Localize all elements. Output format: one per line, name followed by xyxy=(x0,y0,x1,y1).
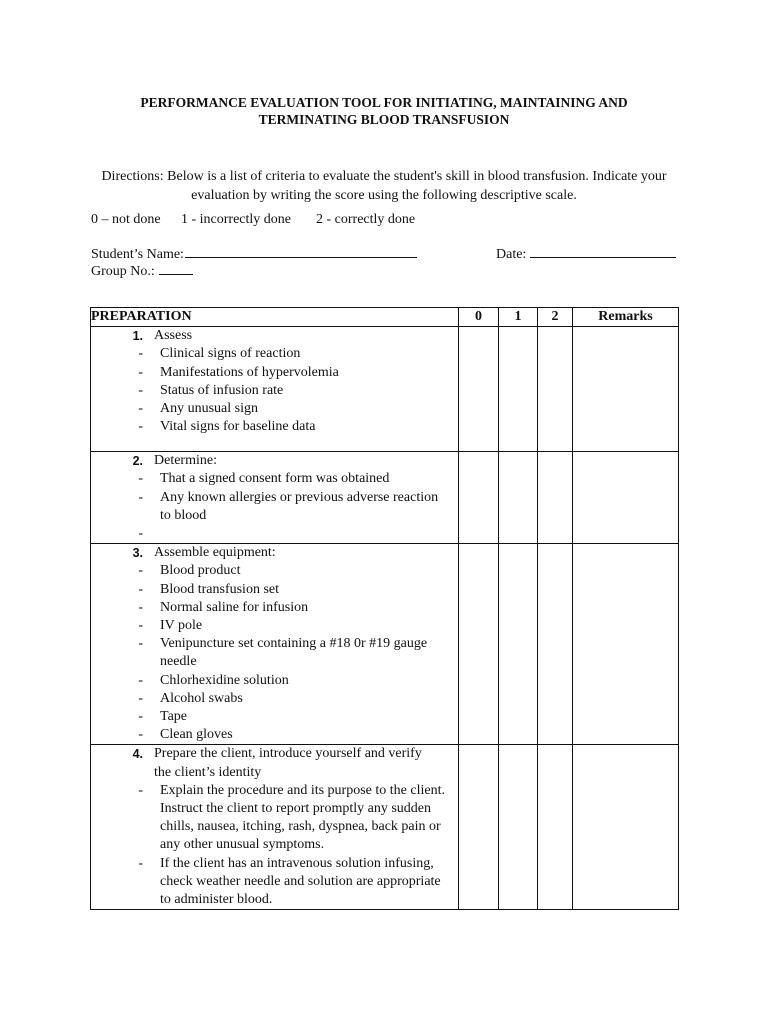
criteria-item: Normal saline for infusion xyxy=(160,599,309,615)
criteria-item: If the client has an intravenous solution infusing, xyxy=(160,855,434,871)
score-1-cell[interactable] xyxy=(499,745,538,910)
criteria-item: Status of infusion rate xyxy=(160,382,284,398)
criteria-cell xyxy=(91,327,459,452)
criteria-item-continuation: chills, nausea, itching, rash, dyspnea, back pain or xyxy=(160,819,441,835)
header-preparation: PREPARATION xyxy=(91,308,459,327)
scale-not-done: 0 – not done xyxy=(91,212,161,227)
criteria-heading: Determine: xyxy=(154,453,217,469)
criteria-item: Any known allergies or previous adverse reaction xyxy=(160,489,439,505)
dash: - xyxy=(138,581,143,597)
criteria-item: Blood product xyxy=(160,563,241,579)
criteria-item: Venipuncture set containing a #18 0r #19 gauge xyxy=(160,636,428,652)
criteria-item: Clean gloves xyxy=(160,727,233,743)
dash: - xyxy=(138,526,143,542)
date-blank[interactable] xyxy=(530,245,676,258)
criteria-item xyxy=(160,525,458,543)
dash: - xyxy=(138,727,143,743)
dash: - xyxy=(138,709,143,725)
score-1-cell[interactable] xyxy=(499,452,538,544)
score-2-cell[interactable] xyxy=(538,327,573,452)
dash: - xyxy=(138,346,143,362)
dash: - xyxy=(138,618,143,634)
dash: - xyxy=(138,599,143,615)
group-number-label: Group No.: xyxy=(91,264,155,279)
criteria-cell xyxy=(91,544,459,745)
remarks-cell[interactable] xyxy=(573,452,679,544)
score-1-cell[interactable] xyxy=(499,327,538,452)
item-number: 1. xyxy=(132,329,143,344)
dash: - xyxy=(138,471,143,487)
table-row xyxy=(91,452,679,544)
student-name-blank[interactable] xyxy=(185,245,417,258)
criteria-item: Alcohol swabs xyxy=(160,690,243,706)
directions-line-2: evaluation by writing the score using the following descriptive scale. xyxy=(191,188,577,203)
score-0-cell[interactable] xyxy=(459,452,499,544)
criteria-item: Tape xyxy=(160,709,188,725)
table-header-row xyxy=(91,308,679,327)
item-number: 3. xyxy=(132,546,143,561)
criteria-item-continuation: Instruct the client to report promptly any sudden xyxy=(160,801,431,817)
criteria-item: Any unusual sign xyxy=(160,401,258,417)
header-score-0: 0 xyxy=(459,308,499,327)
header-score-1: 1 xyxy=(499,308,538,327)
table-row xyxy=(91,544,679,745)
score-0-cell[interactable] xyxy=(459,327,499,452)
directions-text xyxy=(90,167,678,205)
evaluation-table xyxy=(90,307,679,910)
date-field xyxy=(496,245,676,263)
scale-correctly-done: 2 - correctly done xyxy=(316,212,416,227)
item-number: 2. xyxy=(132,454,143,469)
criteria-cell xyxy=(91,452,459,544)
score-2-cell[interactable] xyxy=(538,544,573,745)
score-2-cell[interactable] xyxy=(538,745,573,910)
dash: - xyxy=(138,364,143,380)
header-remarks: Remarks xyxy=(573,308,679,327)
score-0-cell[interactable] xyxy=(459,745,499,910)
document-title xyxy=(90,94,678,128)
criteria-item: That a signed consent form was obtained xyxy=(160,471,390,487)
dash: - xyxy=(138,672,143,688)
header-score-2: 2 xyxy=(538,308,573,327)
criteria-cell xyxy=(91,745,459,910)
table-row xyxy=(91,327,679,452)
remarks-cell[interactable] xyxy=(573,544,679,745)
criteria-item: IV pole xyxy=(160,618,203,634)
criteria-item: Chlorhexidine solution xyxy=(160,672,289,688)
dash: - xyxy=(138,419,143,435)
criteria-heading: Assemble equipment: xyxy=(154,545,276,561)
score-1-cell[interactable] xyxy=(499,544,538,745)
directions-line-1: Directions: Below is a list of criteria to evaluate the student's skill in blood transfusion. Indicate your xyxy=(101,169,667,184)
dash: - xyxy=(138,855,143,871)
score-2-cell[interactable] xyxy=(538,452,573,544)
remarks-cell[interactable] xyxy=(573,745,679,910)
date-label: Date: xyxy=(496,247,527,262)
criteria-item-continuation: any other unusual symptoms. xyxy=(160,837,325,853)
criteria-item-continuation: to administer blood. xyxy=(160,892,273,908)
item-number: 4. xyxy=(132,747,143,762)
criteria-item: Vital signs for baseline data xyxy=(160,419,316,435)
group-number-blank[interactable] xyxy=(159,262,193,275)
dash: - xyxy=(138,690,143,706)
remarks-cell[interactable] xyxy=(573,327,679,452)
dash: - xyxy=(138,489,143,505)
student-name-label: Student’s Name: xyxy=(91,247,184,262)
dash: - xyxy=(138,563,143,579)
criteria-heading: Prepare the client, introduce yourself and verify xyxy=(154,746,422,762)
criteria-item-continuation: to blood xyxy=(160,507,207,523)
criteria-item-continuation: needle xyxy=(160,654,197,670)
table-row xyxy=(91,745,679,910)
dash: - xyxy=(138,401,143,417)
dash: - xyxy=(138,636,143,652)
criteria-item: Manifestations of hypervolemia xyxy=(160,364,339,380)
criteria-heading: Assess xyxy=(154,328,193,344)
dash: - xyxy=(138,782,143,798)
title-line-1: PERFORMANCE EVALUATION TOOL FOR INITIATING, MAINTAINING AND xyxy=(140,95,628,110)
scale-incorrectly-done: 1 - incorrectly done xyxy=(181,212,292,227)
score-0-cell[interactable] xyxy=(459,544,499,745)
dash: - xyxy=(138,382,143,398)
title-line-2: TERMINATING BLOOD TRANSFUSION xyxy=(258,112,510,127)
criteria-heading-continuation: the client’s identity xyxy=(154,764,262,780)
criteria-item: Blood transfusion set xyxy=(160,581,279,597)
student-name-field xyxy=(91,245,417,263)
criteria-item: Clinical signs of reaction xyxy=(160,346,301,362)
criteria-item-continuation: check weather needle and solution are appropriate xyxy=(160,873,441,889)
group-number-field xyxy=(91,262,193,280)
criteria-item: Explain the procedure and its purpose to the client. xyxy=(160,782,445,798)
